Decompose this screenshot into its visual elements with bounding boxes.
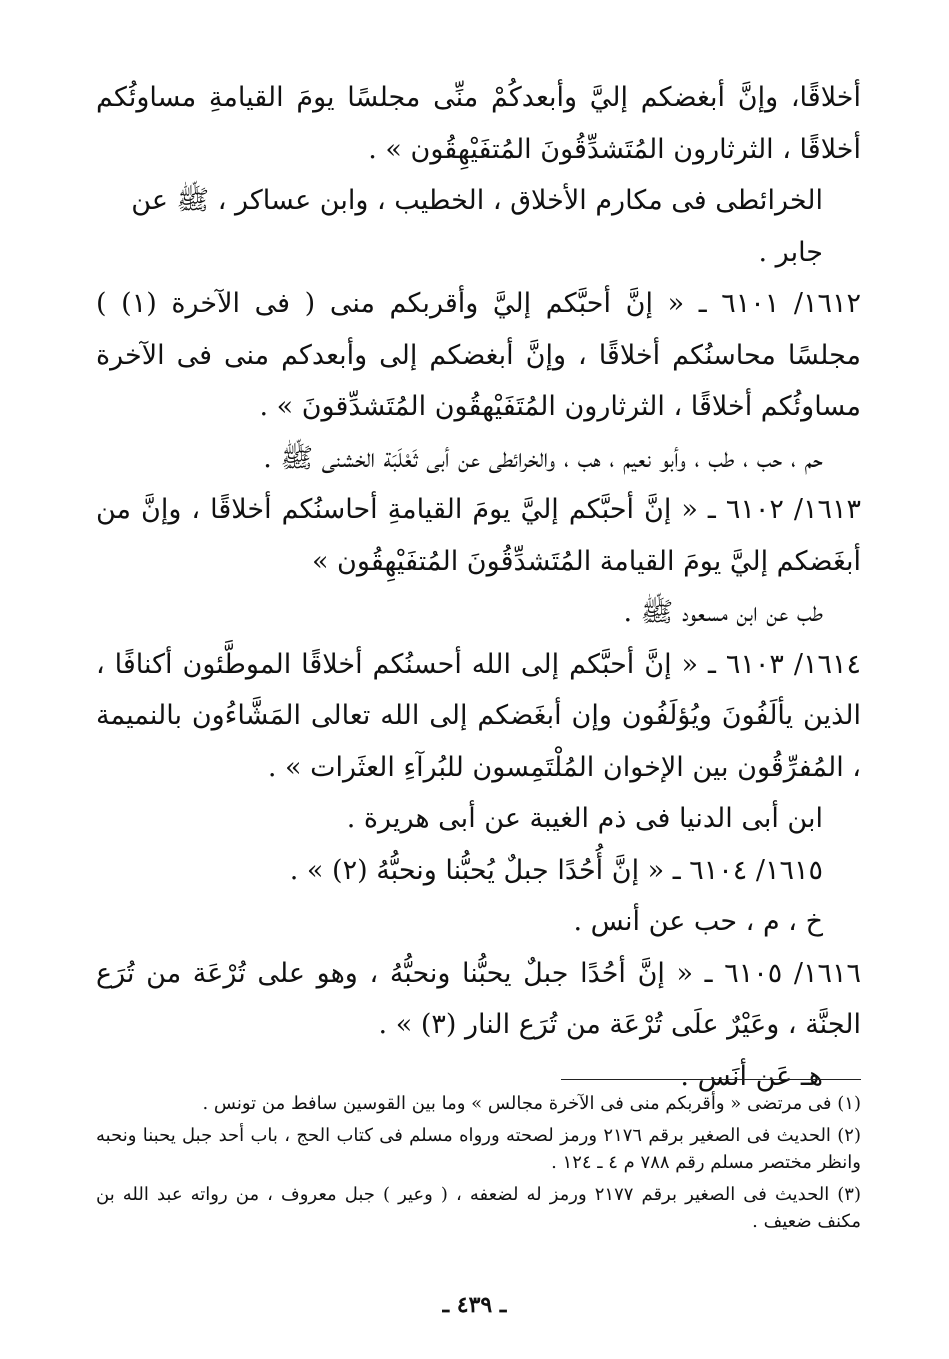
footnotes [96,1090,861,1240]
paragraph-continuation: أخلاقًا، وإنَّ أبغضكم إليَّ وأبعدكُمْ منِّى مجلسًا يومَ القيامةِ مساوئُكم أخلاقًا ، الثرثارون المُتَشدِّقُونَ المُتفَيْهِقُون » . [96,82,861,165]
footnote-2: (٢) الحديث فى الصغير برقم ٢١٧٦ ورمز لصحته ورواه مسلم فى كتاب الحج ، باب أحد جبل يحبنا ونحبه وانظر مختصر مسلم رقم ٧٨٨ م ٤ ـ ١٢٤ . [96,1124,861,1173]
source-citation: الخرائطى فى مكارم الأخلاق ، الخطيب ، وابن عساكر ، ﷺ عن جابر . [131,185,823,268]
source-citation: طب عن ابن مسعود ﷺ . [623,597,823,628]
source-citation: هـ عَن أنَس . [680,1060,823,1092]
main-text [96,72,861,1102]
hadith-entry-1612: ١٦١٢/ ٦١٠١ ـ « إنَّ أحبَّكم إليَّ وأقربكم منى ( فى الآخرة (١) ) مجلسًا محاسنُكم أخلاقًا ، وإنَّ أبغضكم إلى وأبعدكم منى فى الآخرة مساوئُكم أخلاقًا ، الثرثارون المُتَفَيْهقُون المُتَشدِّقونَ » . [96,288,862,422]
page-number: ـ ٤٣٩ ـ [442,1292,507,1318]
footnote-1: (١) فى مرتضى « وأقربكم منى فى الآخرة مجالس » وما بين القوسين سافط من تونس . [202,1093,861,1114]
source-citation: حم ، حب ، طب ، وأبو نعيم ، هب ، والخرائطى عن أبى ثَعْلَبَة الخشنى ﷺ . [263,442,823,474]
source-citation: خ ، م ، حب عن أنس . [573,906,823,937]
hadith-entry-1613: ١٦١٣/ ٦١٠٢ ـ « إنَّ أحبَّكم إليَّ يومَ القيامةِ أحاسنُكم أخلاقًا ، وإنَّ من أبغَضكم إليَّ يومَ القيامة المُتَشدِّقُونَ المُتفَيْهِقُون » [96,494,862,577]
hadith-entry-1616: ١٦١٦/ ٦١٠٥ ـ « إنَّ أحُدًا جبلٌ يحبُّنا ونحبُّهُ ، وهو على تُرْعَة من تُرَع الجنَّة ، وعَيْرٌ علَى تُرْعَة من تُرَع النار (٣) » . [96,957,861,1040]
source-citation: ابن أبى الدنيا فى ذم الغيبة عن أبى هريرة . [346,803,823,834]
hadith-entry-1615: ١٦١٥/ ٦١٠٤ ـ « إنَّ أُحُدًا جبلٌ يُحبُّنا ونحبُّهُ (٢) » . [289,854,823,886]
footnote-divider [561,1079,861,1080]
footnote-3: (٣) الحديث فى الصغير برقم ٢١٧٧ ورمز له لضعفه ، ( وعير ) جبل معروف ، من رواته عبد الله بن مكنف ضعيف . [96,1183,861,1232]
hadith-entry-1614: ١٦١٤/ ٦١٠٣ ـ « إنَّ أحبَّكم إلى الله أحسنُكم أخلاقًا الموطَّئون أكنافًا ، الذين يألَفُونَ ويُؤلَفُون وإن أبغَضكم إلى الله تعالى المَشَّاءُون بالنميمة ، المُفرِّقُون بين الإخوان المُلْتَمِسون للبُرآءِ العثَرات » . [96,648,861,783]
